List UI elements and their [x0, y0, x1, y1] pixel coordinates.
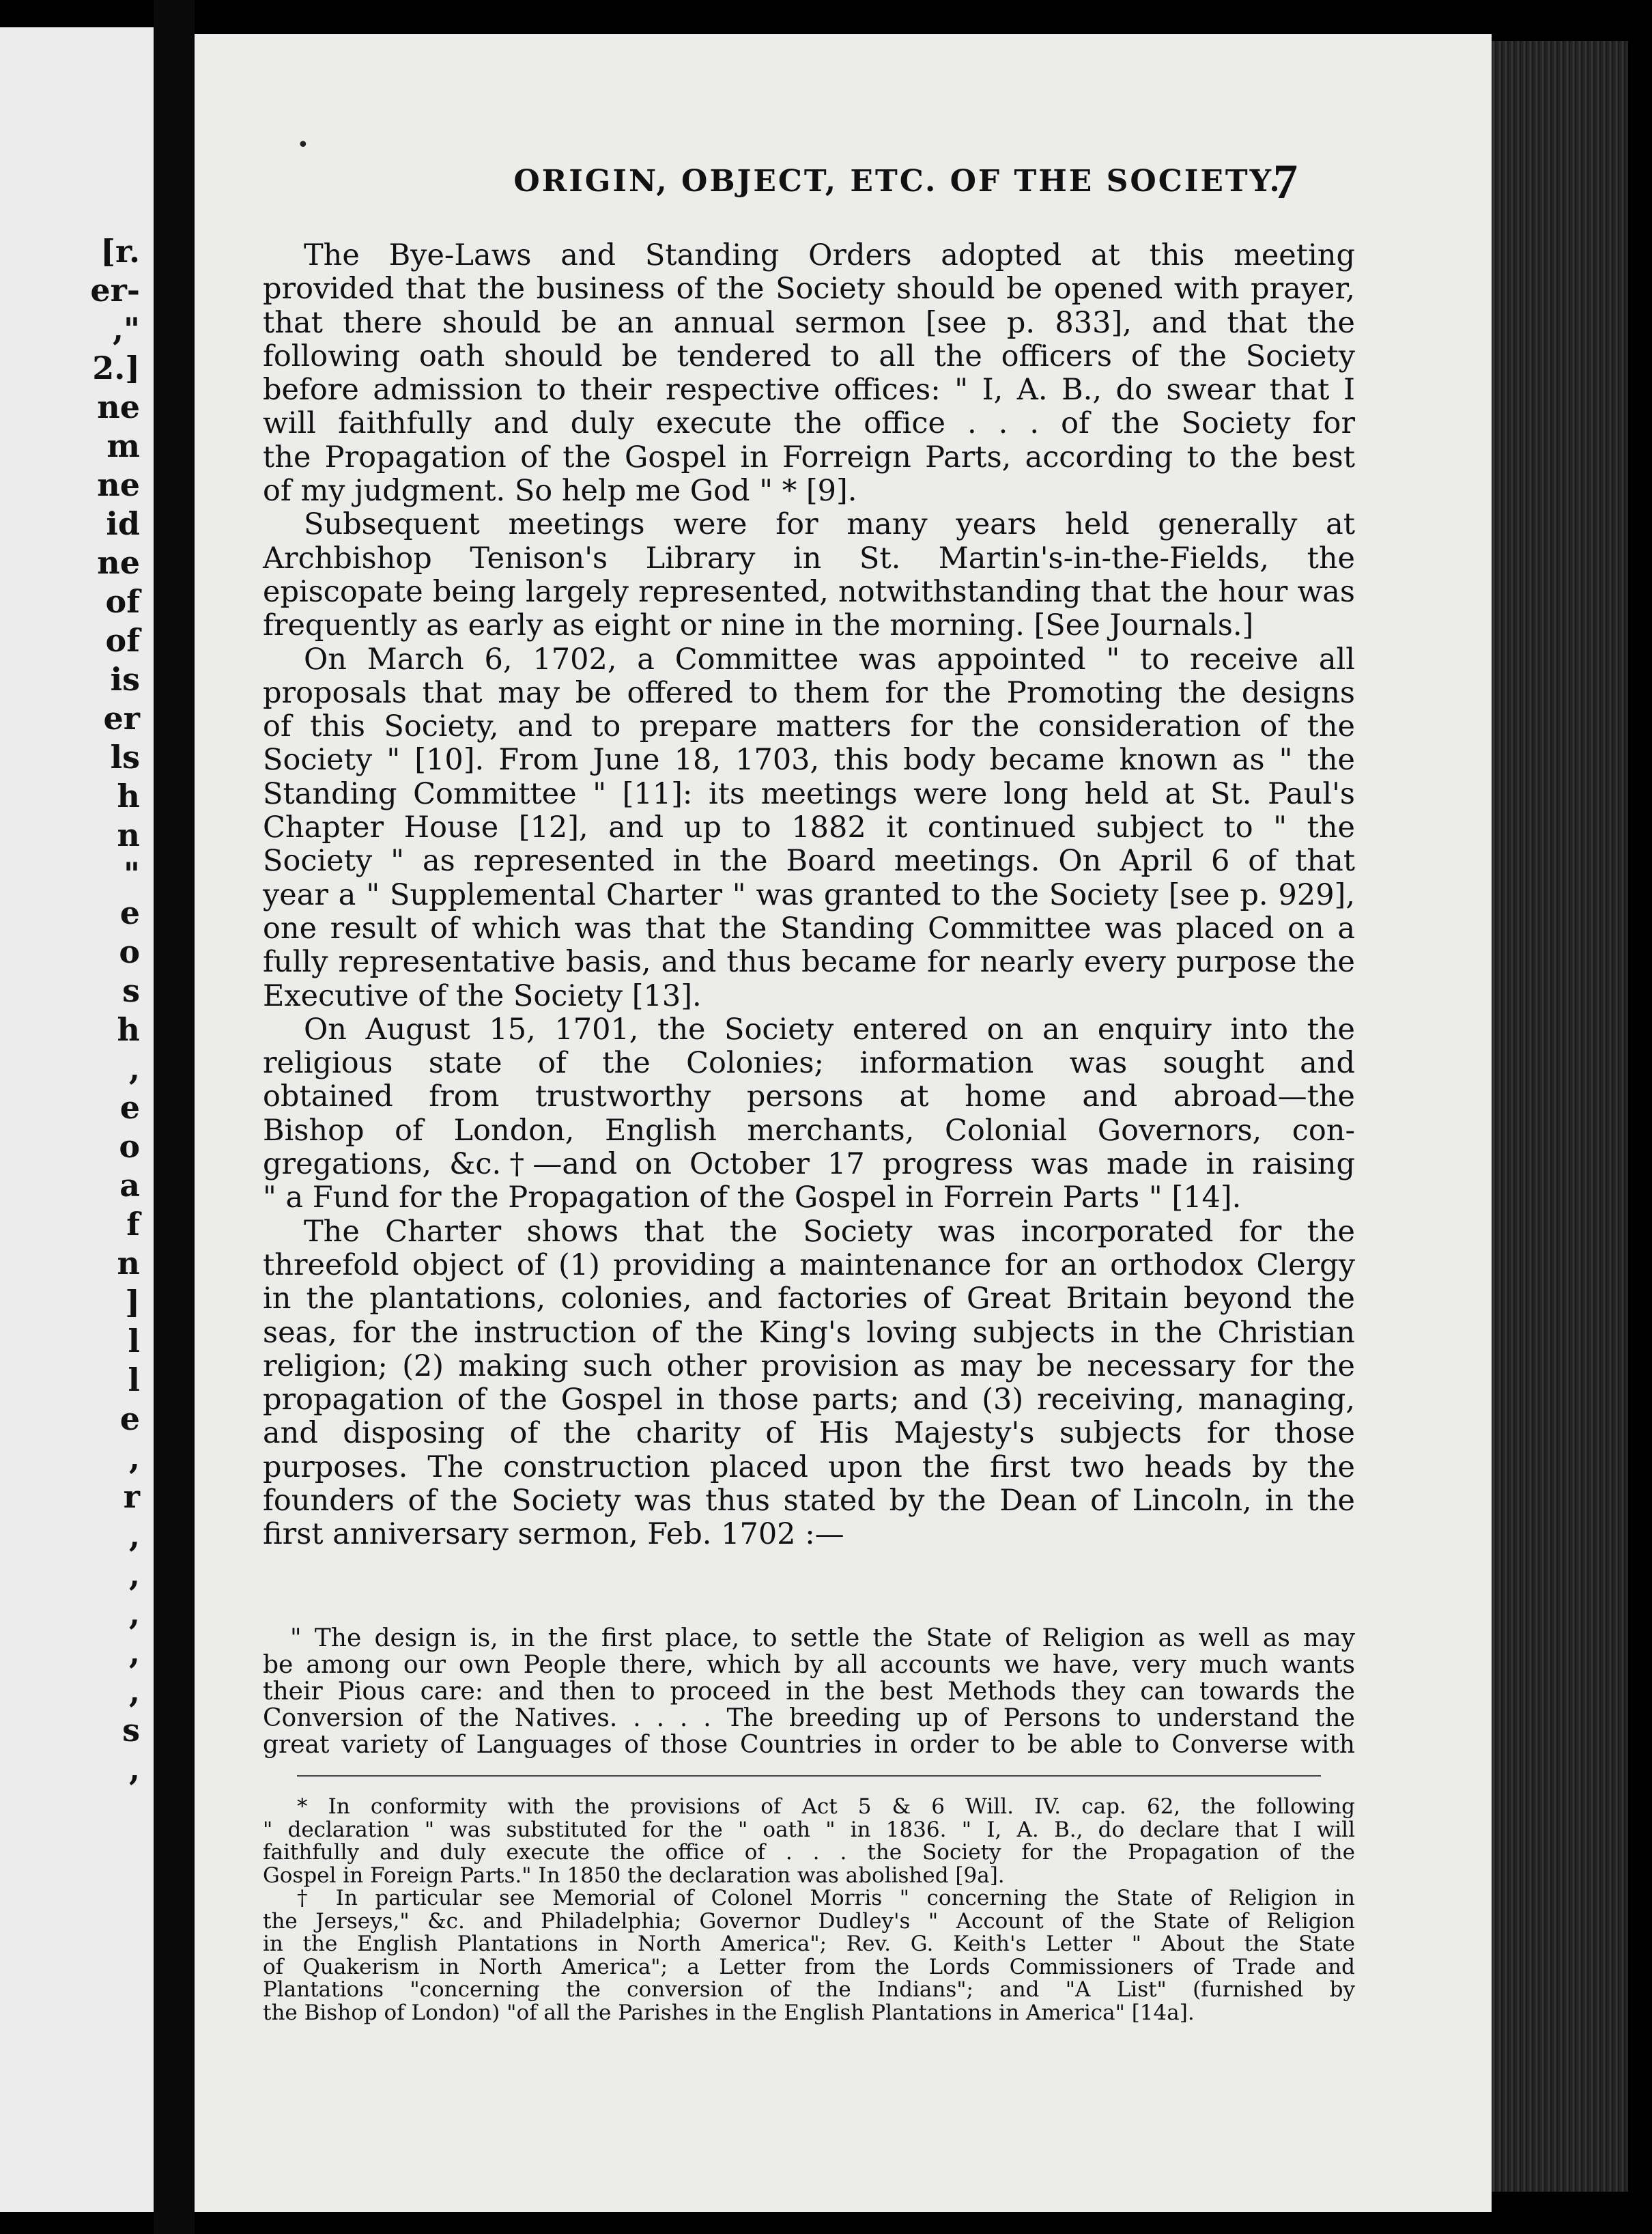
left-fragment-line: ne [97, 544, 140, 581]
left-fragment-line: of [105, 583, 140, 620]
left-page-fragment [0, 27, 154, 2212]
main-page [195, 34, 1492, 2212]
body-line: episcopate being largely represented, notwithstanding that the hour was [263, 574, 1355, 609]
footnote-line: of Quakerism in North America"; a Letter from the Lords Commissioners of Trade and [263, 1954, 1355, 1979]
left-fragment-line: , [128, 1050, 140, 1087]
footnote-line: the Bishop of London) "of all the Parishes in the English Plantations in America" [14a]. [263, 2000, 1195, 2025]
body-line: one result of which was that the Standing Committee was placed on a [263, 911, 1355, 946]
footnote-line: in the English Plantations in North America"; Rev. G. Keith's Letter " About the State [263, 1932, 1355, 1956]
body-line: that there should be an annual sermon [see p. 833], and that the [263, 305, 1355, 340]
body-line: and disposing of the charity of His Majesty's subjects for those [263, 1416, 1355, 1451]
body-line: before admission to their respective offices: " I, A. B., do swear that I [263, 373, 1355, 408]
running-head: ORIGIN, OBJECT, ETC. OF THE SOCIETY. [513, 164, 1282, 199]
footnote-line: Gospel in Foreign Parts." In 1850 the declaration was abolished [9a]. [263, 1863, 1005, 1888]
left-fragment-line: , [128, 1751, 140, 1787]
body-line: Subsequent meetings were for many years held generally at [304, 507, 1355, 542]
footnote-line: † In particular see Memorial of Colonel Morris " concerning the State of Religion in [297, 1886, 1355, 1910]
left-fragment-line: , [128, 1556, 140, 1593]
left-fragment-line: e [119, 894, 140, 931]
left-fragment-line: r [123, 1478, 140, 1515]
body-line: will faithfully and duly execute the office . . . of the Society for [263, 406, 1355, 441]
body-line: Executive of the Society [13]. [263, 978, 702, 1013]
left-fragment-line: l [128, 1361, 140, 1398]
page-stack-edge [1492, 41, 1628, 2192]
left-fragment-line: ne [97, 388, 140, 425]
footnote-line: " declaration " was substituted for the " oath " in 1836. " I, A. B., do declare that I will [263, 1817, 1355, 1842]
body-line: in the plantations, colonies, and factories of Great Britain beyond the [263, 1282, 1355, 1316]
left-fragment-line: of [105, 622, 140, 659]
left-fragment-line: er- [90, 272, 140, 309]
left-fragment-line: e [119, 1400, 140, 1437]
body-line: religious state of the Colonies; information was sought and [263, 1046, 1355, 1081]
stray-mark: • [297, 133, 309, 157]
left-fragment-line: , [128, 1673, 140, 1710]
body-line: Standing Committee " [11]: its meetings were long held at St. Paul's [263, 776, 1355, 811]
quote-line: their Pious care: and then to proceed in the best Methods they can towards the [263, 1678, 1355, 1706]
body-line: Chapter House [12], and up to 1882 it continued subject to " the [263, 810, 1355, 845]
body-line: Archbishop Tenison's Library in St. Martin's-in-the-Fields, the [263, 541, 1355, 576]
body-line: frequently as early as eight or nine in the morning. [See Journals.] [263, 608, 1254, 643]
left-fragment-line: o [119, 1128, 140, 1165]
left-fragment-line: , [128, 1517, 140, 1554]
body-line: gregations, &c.†—and on October 17 progress was made in raising [263, 1147, 1355, 1182]
quotation-block [263, 1625, 1355, 1758]
quote-line: Conversion of the Natives. . . . . The breeding up of Persons to understand the [263, 1704, 1355, 1732]
body-line: propagation of the Gospel in those parts; and (3) receiving, managing, [263, 1383, 1355, 1417]
body-line: Bishop of London, English merchants, Colonial Governors, con- [263, 1113, 1355, 1148]
left-fragment-line: " [124, 856, 140, 892]
page-number: 7 [1273, 154, 1298, 209]
left-fragment-line: , [128, 1634, 140, 1671]
body-line: provided that the business of the Society should be opened with prayer, [263, 272, 1355, 307]
left-fragment-line: [r. [100, 233, 140, 270]
body-line: year a " Supplemental Charter " was granted to the Society [see p. 929], [263, 877, 1355, 912]
left-fragment-line: h [117, 1011, 140, 1048]
body-line: Society " [10]. From June 18, 1703, this body became known as " the [263, 743, 1355, 778]
body-line: threefold object of (1) providing a maintenance for an orthodox Clergy [263, 1247, 1355, 1282]
left-fragment-line: l [128, 1323, 140, 1359]
body-line: fully representative basis, and thus became for nearly every purpose the [263, 945, 1355, 980]
body-line: The Charter shows that the Society was incorporated for the [304, 1214, 1355, 1249]
footnote-rule [297, 1775, 1321, 1777]
left-fragment-line: a [119, 1167, 140, 1204]
left-fragment-line: ] [125, 1284, 140, 1320]
left-fragment-line: 2.] [92, 350, 140, 386]
body-line: " a Fund for the Propagation of the Gospel in Forrein Parts " [14]. [263, 1180, 1242, 1215]
left-fragment-line: ," [113, 311, 140, 348]
quote-line: great variety of Languages of those Countries in order to be able to Converse with [263, 1731, 1355, 1759]
footnote-line: the Jerseys," &c. and Philadelphia; Governor Dudley's " Account of the State of Religion [263, 1908, 1355, 1934]
left-fragment-line: is [110, 661, 140, 698]
quote-line: " The design is, in the first place, to settle the State of Religion as well as may [290, 1624, 1355, 1652]
left-fragment-line: n [117, 817, 140, 853]
left-fragment-line: e [119, 1089, 140, 1126]
footnote-line: * In conformity with the provisions of Act 5 & 6 Will. IV. cap. 62, the following [297, 1794, 1355, 1819]
body-line: proposals that may be offered to them for the Promoting the designs [263, 675, 1355, 710]
body-line: On August 15, 1701, the Society entered on an enquiry into the [304, 1012, 1355, 1047]
body-line: purposes. The construction placed upon the first two heads by the [263, 1450, 1355, 1484]
left-fragment-line: ne [97, 466, 140, 503]
body-line: obtained from trustworthy persons at home and abroad—the [263, 1079, 1355, 1114]
left-fragment-line: n [117, 1245, 140, 1282]
left-fragment-line: h [117, 778, 140, 815]
left-fragment-line: , [128, 1439, 140, 1476]
left-fragment-line: f [126, 1206, 140, 1243]
left-fragment-line: , [128, 1595, 140, 1632]
left-fragment-line: m [106, 427, 140, 464]
left-fragment-line: s [122, 972, 140, 1009]
body-line: first anniversary sermon, Feb. 1702 :— [263, 1517, 844, 1552]
body-line: seas, for the instruction of the King's loving subjects in the Christian [263, 1315, 1355, 1350]
book-gutter [154, 0, 195, 2234]
left-fragment-line: er [103, 700, 140, 737]
footnote-line: faithfully and duly execute the office of . . . the Society for the Propagation of the [263, 1840, 1355, 1865]
body-line: Society " as represented in the Board meetings. On April 6 of that [263, 844, 1355, 879]
body-line: religion; (2) making such other provision as may be necessary for the [263, 1348, 1355, 1383]
footnotes [263, 1796, 1355, 2024]
body-line: following oath should be tendered to all the officers of the Society [263, 339, 1355, 373]
quote-line: be among our own People there, which by all accounts we have, very much wants [263, 1651, 1355, 1679]
body-line: of my judgment. So help me God " * [9]. [263, 474, 857, 509]
left-fragment-line: s [122, 1712, 140, 1749]
footnote-line: Plantations "concerning the conversion of the Indians"; and "A List" (furnished by [263, 1977, 1355, 2002]
left-fragment-line: ls [110, 739, 140, 776]
body-line: The Bye-Laws and Standing Orders adopted at this meeting [304, 238, 1355, 272]
body-line: of this Society, and to prepare matters for the consideration of the [263, 709, 1355, 744]
body-line: On March 6, 1702, a Committee was appointed " to receive all [304, 642, 1355, 677]
body-line: the Propagation of the Gospel in Forreign Parts, according to the best [263, 440, 1355, 475]
left-fragment-line: id [106, 505, 140, 542]
left-fragment-line: o [119, 933, 140, 970]
body-text [263, 239, 1355, 1552]
left-page-text-fragments [0, 232, 154, 1789]
body-line: founders of the Society was thus stated by the Dean of Lincoln, in the [263, 1483, 1355, 1518]
